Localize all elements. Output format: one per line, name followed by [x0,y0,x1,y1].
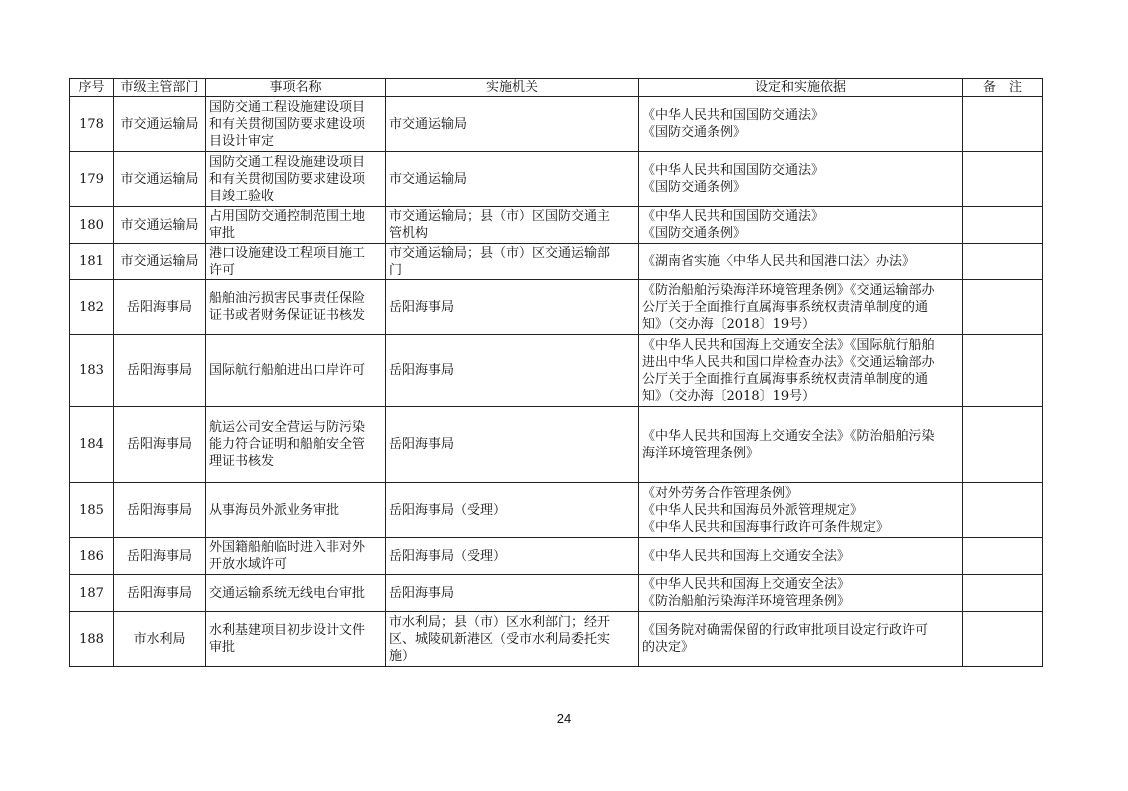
cell-agency-line: 市交通运输局 [389,171,468,187]
cell-agency [386,152,639,207]
cell-item-name-line: 和有关贯彻国防要求建设项 [209,116,366,132]
cell-basis-line: 海洋环境管理条例》 [642,445,760,461]
cell-remarks [963,207,1043,244]
table-row [70,538,1043,575]
cell-agency [386,575,639,612]
cell-agency [386,538,639,575]
cell-agency-line: 岳阳海事局 [389,585,455,601]
cell-no: 185 [70,483,114,538]
cell-remarks [963,575,1043,612]
cell-remarks [963,244,1043,280]
cell-basis [639,407,963,483]
cell-basis-line: 《国防交通条例》 [642,125,747,140]
cell-agency-line: 市交通运输局 [389,116,468,132]
cell-remarks [963,612,1043,667]
cell-department: 岳阳海事局 [114,538,206,575]
cell-agency-line: 岳阳海事局 [389,437,455,452]
cell-basis [639,207,963,244]
cell-item-name-line: 外国籍船舶临时进入非对外 [209,540,366,555]
cell-agency-line: 岳阳海事局 [389,299,455,315]
table-row [70,244,1043,280]
cell-department: 岳阳海事局 [114,280,206,335]
cell-department: 岳阳海事局 [114,483,206,538]
cell-item-name [206,483,386,538]
cell-item-name-line: 国防交通工程设施建设项目 [209,99,366,115]
cell-basis-line: 《国防交通条例》 [642,180,747,195]
cell-item-name-line: 审批 [209,226,236,241]
cell-agency-line: 市交通运输局；县（市）区交通运输部 [389,245,611,261]
cell-department: 市交通运输局 [114,97,206,152]
cell-basis-line: 《中华人民共和国海上交通安全法》 [642,548,851,564]
table-row [70,483,1043,538]
cell-no: 179 [70,152,114,207]
cell-department: 市水利局 [114,612,206,667]
cell-item-name [206,152,386,207]
cell-basis-line: 公厅关于全面推行直属海事系统权责清单制度的通 [642,371,929,387]
header-department: 市级主管部门 [114,79,206,97]
cell-item-name [206,244,386,280]
table-row [70,207,1043,244]
cell-no: 180 [70,207,114,244]
cell-basis-line: 的决定》 [642,640,695,655]
cell-item-name [206,97,386,152]
cell-agency-line: 门 [389,262,403,278]
cell-no: 183 [70,335,114,407]
header-basis: 设定和实施依据 [639,79,963,97]
cell-item-name-line: 和有关贯彻国防要求建设项 [209,171,366,187]
cell-agency [386,335,639,407]
table-row [70,407,1043,483]
cell-basis-line: 《中华人民共和国海员外派管理规定》 [642,502,864,518]
table-row [70,280,1043,335]
cell-basis [639,152,963,207]
cell-department: 市交通运输局 [114,152,206,207]
cell-basis-line: 《防治船舶污染海洋环境管理条例》《交通运输部办 [642,282,935,298]
cell-item-name [206,280,386,335]
cell-agency-line: 岳阳海事局（受理） [389,548,507,564]
table-row [70,575,1043,612]
cell-basis-line: 《对外劳务合作管理条例》 [642,485,799,501]
cell-remarks [963,97,1043,152]
cell-agency [386,280,639,335]
cell-basis-line: 知》（交办海〔2018〕19号） [642,316,816,332]
header-item-name: 事项名称 [206,79,386,97]
cell-agency-line: 管机构 [389,226,429,241]
cell-basis [639,483,963,538]
cell-item-name-line: 开放水域许可 [209,557,288,572]
cell-agency-line: 岳阳海事局（受理） [389,502,507,518]
cell-item-name-line: 国际航行船舶进出口岸许可 [209,363,366,378]
cell-item-name [206,538,386,575]
cell-remarks [963,483,1043,538]
cell-basis-line: 《中华人民共和国海事行政许可条件规定》 [642,519,890,535]
cell-basis-line: 《中华人民共和国国防交通法》 [642,163,825,178]
cell-agency [386,612,639,667]
cell-basis [639,538,963,575]
cell-basis [639,97,963,152]
cell-agency-line: 区、城陵矶新港区（受市水利局委托实 [389,631,611,647]
cell-basis-line: 《湖南省实施〈中华人民共和国港口法〉办法》 [642,254,916,269]
table-row [70,97,1043,152]
cell-basis [639,575,963,612]
cell-basis-line: 《国防交通条例》 [642,226,747,241]
cell-item-name-line: 船舶油污损害民事责任保险 [209,291,366,306]
cell-item-name [206,207,386,244]
cell-no: 187 [70,575,114,612]
cell-item-name [206,335,386,407]
cell-agency-line: 市水利局；县（市）区水利部门；经开 [389,614,611,630]
table-header-row [70,79,1043,97]
table-body [70,97,1043,667]
cell-no: 188 [70,612,114,667]
cell-basis-line: 《防治船舶污染海洋环境管理条例》 [642,594,851,609]
cell-item-name-line: 许可 [209,262,236,278]
cell-no: 184 [70,407,114,483]
cell-agency [386,244,639,280]
cell-agency-line: 施） [389,648,416,664]
cell-item-name-line: 港口设施建设工程项目施工 [209,245,366,261]
cell-no: 178 [70,97,114,152]
cell-item-name [206,612,386,667]
table-row [70,335,1043,407]
cell-item-name-line: 交通运输系统无线电台审批 [209,585,366,601]
cell-item-name-line: 证书或者财务保证证书核发 [209,308,366,323]
cell-department: 市交通运输局 [114,244,206,280]
cell-item-name-line: 占用国防交通控制范围土地 [209,209,366,224]
cell-item-name [206,407,386,483]
cell-no: 186 [70,538,114,575]
cell-no: 182 [70,280,114,335]
cell-item-name [206,575,386,612]
cell-basis-line: 《中华人民共和国国防交通法》 [642,209,825,224]
cell-remarks [963,335,1043,407]
cell-remarks [963,280,1043,335]
cell-department: 市交通运输局 [114,207,206,244]
cell-basis-line: 《中华人民共和国海上交通安全法》《防治船舶污染 [642,428,935,444]
table-row [70,612,1043,667]
cell-agency [386,207,639,244]
cell-department: 岳阳海事局 [114,407,206,483]
cell-remarks [963,407,1043,483]
cell-item-name-line: 目设计审定 [209,133,275,149]
cell-basis [639,612,963,667]
cell-agency [386,483,639,538]
header-remarks: 备 注 [963,79,1043,97]
header-no: 序号 [70,79,114,97]
cell-basis [639,244,963,280]
cell-basis-line: 《中华人民共和国海上交通安全法》《国际航行船舶 [642,337,935,353]
cell-item-name-line: 从事海员外派业务审批 [209,502,340,518]
cell-basis [639,335,963,407]
cell-remarks [963,152,1043,207]
cell-remarks [963,538,1043,575]
permits-table [69,78,1043,667]
cell-agency [386,407,639,483]
table-row [70,152,1043,207]
cell-basis-line: 《中华人民共和国国防交通法》 [642,108,825,123]
cell-item-name-line: 国防交通工程设施建设项目 [209,154,366,170]
cell-item-name-line: 目竣工验收 [209,188,275,204]
cell-department: 岳阳海事局 [114,335,206,407]
cell-item-name-line: 航运公司安全营运与防污染 [209,420,366,435]
cell-basis-line: 进出中华人民共和国口岸检查办法》《交通运输部办 [642,354,935,370]
cell-agency [386,97,639,152]
cell-item-name-line: 审批 [209,640,236,655]
cell-basis-line: 《国务院对确需保留的行政审批项目设定行政许可 [642,623,929,638]
cell-basis [639,280,963,335]
cell-basis-line: 公厅关于全面推行直属海事系统权责清单制度的通 [642,299,929,315]
cell-item-name-line: 水利基建项目初步设计文件 [209,623,366,638]
cell-basis-line: 《中华人民共和国海上交通安全法》 [642,577,851,592]
header-agency: 实施机关 [386,79,639,97]
cell-item-name-line: 能力符合证明和船舶安全管 [209,437,366,452]
cell-no: 181 [70,244,114,280]
cell-basis-line: 知》（交办海〔2018〕19号） [642,388,816,404]
cell-department: 岳阳海事局 [114,575,206,612]
page-number: 24 [556,711,572,726]
cell-agency-line: 市交通运输局；县（市）区国防交通主 [389,209,611,224]
cell-agency-line: 岳阳海事局 [389,363,455,378]
cell-item-name-line: 理证书核发 [209,454,275,469]
